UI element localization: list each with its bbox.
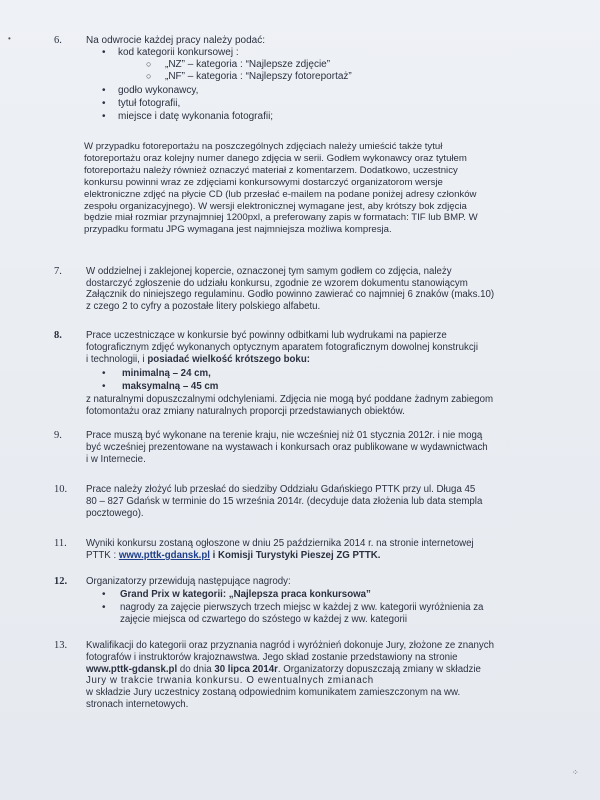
bullet-icon: • (102, 47, 106, 58)
paragraph-line: konkursu powinni wraz ze zdjęciami konkursowymi dostarczyć organizatorom wersje (84, 176, 443, 188)
paragraph-line (86, 550, 556, 562)
paragraph-line: fotografów i instruktorów krajoznawstwa. Jego skład zostanie przedstawiony na stronie (86, 651, 458, 663)
section-body (86, 484, 556, 519)
paragraph-line: pocztowego). (86, 507, 144, 519)
bullet-icon: • (102, 98, 106, 109)
prize-item (120, 602, 483, 626)
section-number: 11. (54, 538, 67, 549)
section-body (86, 538, 556, 562)
paragraph-line: przypadku formatu JPG wymagana jest najmniejsza możliwa kompresja. (84, 224, 392, 236)
bullet-icon: • (102, 602, 106, 613)
section-body (86, 640, 556, 711)
paragraph-line: być wcześniej prezentowane na wystawach i konkursach oraz publikowane w wydawnictwach (86, 441, 488, 453)
list-item: tytuł fotografii, (118, 98, 181, 109)
bullet-icon: • (102, 381, 106, 392)
scan-speck: • (8, 34, 11, 43)
paragraph-line: fotomontażu oraz zmiany naturalnych proporcji przedstawianych obiektów. (86, 405, 405, 417)
section-number: 12. (54, 576, 68, 587)
section-body (86, 266, 556, 313)
prize-item: Grand Prix w kategorii: „Najlepsza praca konkursowa” (120, 589, 371, 600)
paragraph-line: będzie miał rozmiar przynajmniej 1200pxl, a preferowany zapis w formatach: TIF lub BMP. W (84, 212, 478, 224)
section-11 (0, 538, 600, 568)
section-body (86, 430, 556, 465)
paragraph-line: Załącznik do niniejszego regulaminu. Godło powinno zawierać co najmniej 6 znaków (maks.10) (86, 289, 495, 301)
paragraph-line (86, 664, 556, 676)
section-body (86, 330, 556, 365)
paragraph-line: zespołu organizacyjnego). W wersji elektronicznej wymagane jest, aby krótszy bok zdjęcia (84, 200, 467, 212)
text-segment-bold: posiadać wielkość krótszego boku: (147, 353, 310, 365)
section-number: 13. (54, 640, 68, 651)
text-segment: . Organizatorzy dopuszczają zmiany w składzie (277, 663, 481, 675)
section-number: 10. (54, 484, 68, 495)
paragraph-line: z naturalnymi dopuszczalnymi odchyleniami. Zdjęcia nie mogą być poddane żadnym zabiegom (86, 394, 494, 405)
intro-text: Organizatorzy przewidują następujące nagrody: (86, 576, 291, 587)
photo-report-paragraph (84, 141, 554, 236)
section-6 (0, 35, 600, 255)
circle-bullet-icon: ○ (146, 59, 152, 69)
section-8 (0, 330, 600, 422)
section-13 (0, 640, 600, 720)
section-body (86, 35, 556, 46)
prize-line: zajęcie miejsca od czwartego do szóstego w każdej z ww. kategorii (120, 614, 407, 625)
scan-speck: ⁘ (572, 768, 579, 777)
paragraph-line: z czego 2 to cyfry a pozostałe litery polskiego alfabetu. (86, 301, 321, 313)
paragraph-line: Prace muszą być wykonane na terenie kraju, nie wcześniej niż 01 stycznia 2012r. i nie mogą (86, 430, 483, 441)
text-segment: i technologii, i (86, 353, 148, 365)
bullet-icon: • (102, 111, 106, 122)
section-12 (0, 576, 600, 634)
paragraph-line: fotograficznym zdjęć wykonanych optycznym aparatem fotograficznym dowolnej konstrukcji (86, 341, 478, 353)
max-size-item: maksymalną – 45 cm (122, 381, 219, 392)
text-segment: do dnia (177, 663, 215, 675)
paragraph-line: Wyniki konkursu zostaną ogłoszone w dniu 25 października 2014 r. na stronie internetowej (86, 538, 474, 549)
circle-bullet-icon: ○ (146, 71, 152, 81)
paragraph-line: fotoreportażu oraz kolejny numer danego zdjęcia w serii. Godłem wykonawcy oraz tytułem (84, 152, 467, 164)
paragraph-line: stronach internetowych. (86, 698, 189, 710)
website-text: www.pttk-gdansk.pl (86, 663, 178, 675)
paragraph-line: W oddzielnej i zaklejonej kopercie, oznaczonej tym samym godłem co zdjęcia, należy (86, 266, 452, 277)
paragraph-line (86, 354, 556, 366)
paragraph-line: i w Internecie. (86, 453, 146, 465)
section-number: 8. (54, 330, 62, 341)
list-item: godło wykonawcy, (118, 85, 199, 96)
paragraph-line: Kwalifikacji do kategorii oraz przyznania nagród i wyróżnień dokonuje Jury, złożone ze znanych (86, 640, 494, 651)
paragraph-line: dostarczyć zgłoszenie do udziału konkursu, zgodnie ze wzorem dokumentu stanowiącym (86, 277, 468, 289)
min-size-item: minimalną – 24 cm, (122, 368, 211, 379)
section-10 (0, 484, 600, 530)
section-number: 7. (54, 266, 62, 277)
paragraph-line: W przypadku fotoreportażu na poszczególnych zdjęciach należy umieścić także tytuł (84, 141, 443, 152)
section-body-continued (86, 394, 493, 418)
section-9 (0, 430, 600, 476)
paragraph-line: Jury w trakcie trwania konkursu. O ewentualnych zmianach (86, 675, 374, 687)
text-segment: PTTK : (86, 550, 119, 561)
list-item: miejsce i datę wykonania fotografii; (118, 111, 274, 122)
sub-list-item: „NZ” – kategoria : “Najlepsze zdjęcie” (165, 59, 331, 70)
paragraph-line: Prace uczestniczące w konkursie być powinny odbitkami lub wydrukami na papierze (86, 330, 447, 341)
prize-line: nagrody za zajęcie pierwszych trzech miejsc w każdej z ww. kategorii wyróżnienia za (120, 602, 484, 613)
paragraph-line: 80 – 827 Gdańsk w terminie do 15 września 2014r. (decyduje data złożenia lub data stempla (86, 495, 483, 507)
paragraph-line: elektroniczne zdjęć na płycie CD (lub przesłać e-mailem na podane poniżej adresy członków (84, 188, 477, 200)
bullet-icon: • (102, 589, 106, 600)
section-body (86, 576, 556, 588)
paragraph-line: Prace należy złożyć lub przesłać do siedziby Oddziału Gdańskiego PTTK przy ul. Długa 45 (86, 484, 476, 495)
sub-list-item: „NF” – kategoria : “Najlepszy fotoreportaż” (165, 71, 352, 82)
bullet-icon: • (102, 85, 106, 96)
section-number: 9. (54, 430, 62, 441)
pttk-link[interactable]: www.pttk-gdansk.pl (118, 550, 210, 561)
bullet-icon: • (102, 368, 106, 379)
paragraph-line: w składzie Jury uczestnicy zostaną odpowiednim komunikatem zamieszczonym na ww. (86, 687, 461, 699)
section-7 (0, 266, 600, 322)
paragraph-line: fotoreportażu należy również oznaczyć materiał z komentarzem. Dodatkowo, uczestnicy (84, 164, 458, 176)
text-segment-bold: i Komisji Turystyki Pieszej ZG PTTK. (209, 550, 381, 561)
list-item: kod kategorii konkursowej : (118, 47, 239, 58)
date-text: 30 lipca 2014r (214, 663, 278, 675)
section-number: 6. (54, 35, 62, 46)
intro-text: Na odwrocie każdej pracy należy podać: (86, 35, 265, 46)
